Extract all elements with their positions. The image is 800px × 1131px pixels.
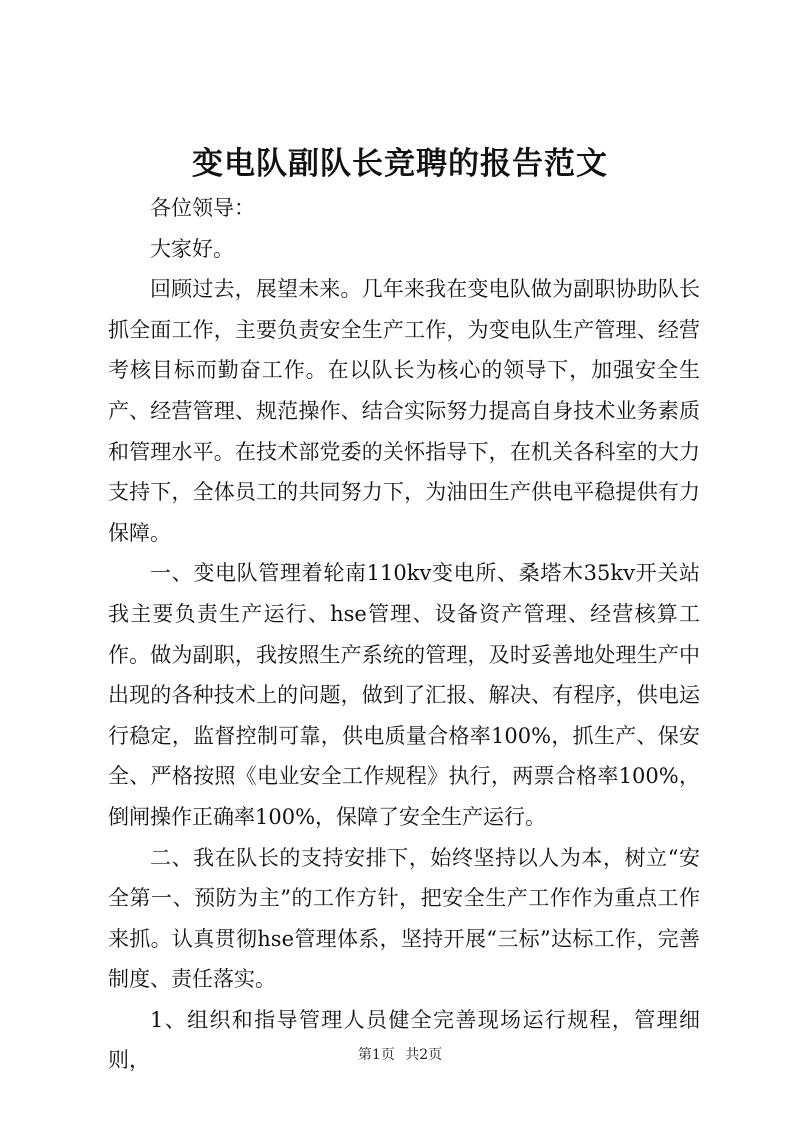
body-paragraph: 1、组织和指导管理人员健全完善现场运行规程，管理细则，	[108, 1007, 700, 1073]
body-paragraph: 二、我在队长的支持安排下，始终坚持以人为本，树立“安全第一、预防为主”的工作方针，把安全生产工作作为重点工作来抓。认真贯彻hse管理体系，坚持开展“三标”达标工作，完善制度、责任落实。	[108, 845, 700, 992]
salutation-paragraph: 大家好。	[150, 236, 234, 261]
greeting-paragraph: 各位领导：	[150, 196, 255, 220]
document-body	[108, 188, 700, 1081]
document-title: 变电队副队长竞聘的报告范文	[192, 146, 608, 182]
body-paragraph: 一、变电队管理着轮南110kv变电所、桑塔木35kv开关站我主要负责生产运行、hse管理、设备资产管理、经营核算工作。做为副职，我按照生产系统的管理，及时妥善地处理生产中出现的各种技术上的问题，做到了汇报、解决、有程序，供电运行稳定，监督控制可靠，供电质量合格率100%，抓生产、保安全、严格按照《电业安全工作规程》执行，两票合格率100%，倒闸操作正确率100%，保障了安全生产运行。	[108, 561, 700, 829]
page-number: 第1页	[357, 1047, 395, 1063]
body-paragraph: 回顾过去，展望未来。几年来我在变电队做为副职协助队长抓全面工作，主要负责安全生产工作，为变电队生产管理、经营考核目标而勤奋工作。在以队长为核心的领导下，加强安全生产、经营管理、规范操作、结合实际努力提高自身技术业务素质和管理水平。在技术部党委的关怀指导下，在机关各科室的大力支持下，全体员工的共同努力下，为油田生产供电平稳提供有力保障。	[108, 277, 700, 545]
page-total: 共2页	[405, 1047, 443, 1063]
page-footer	[0, 1044, 800, 1064]
